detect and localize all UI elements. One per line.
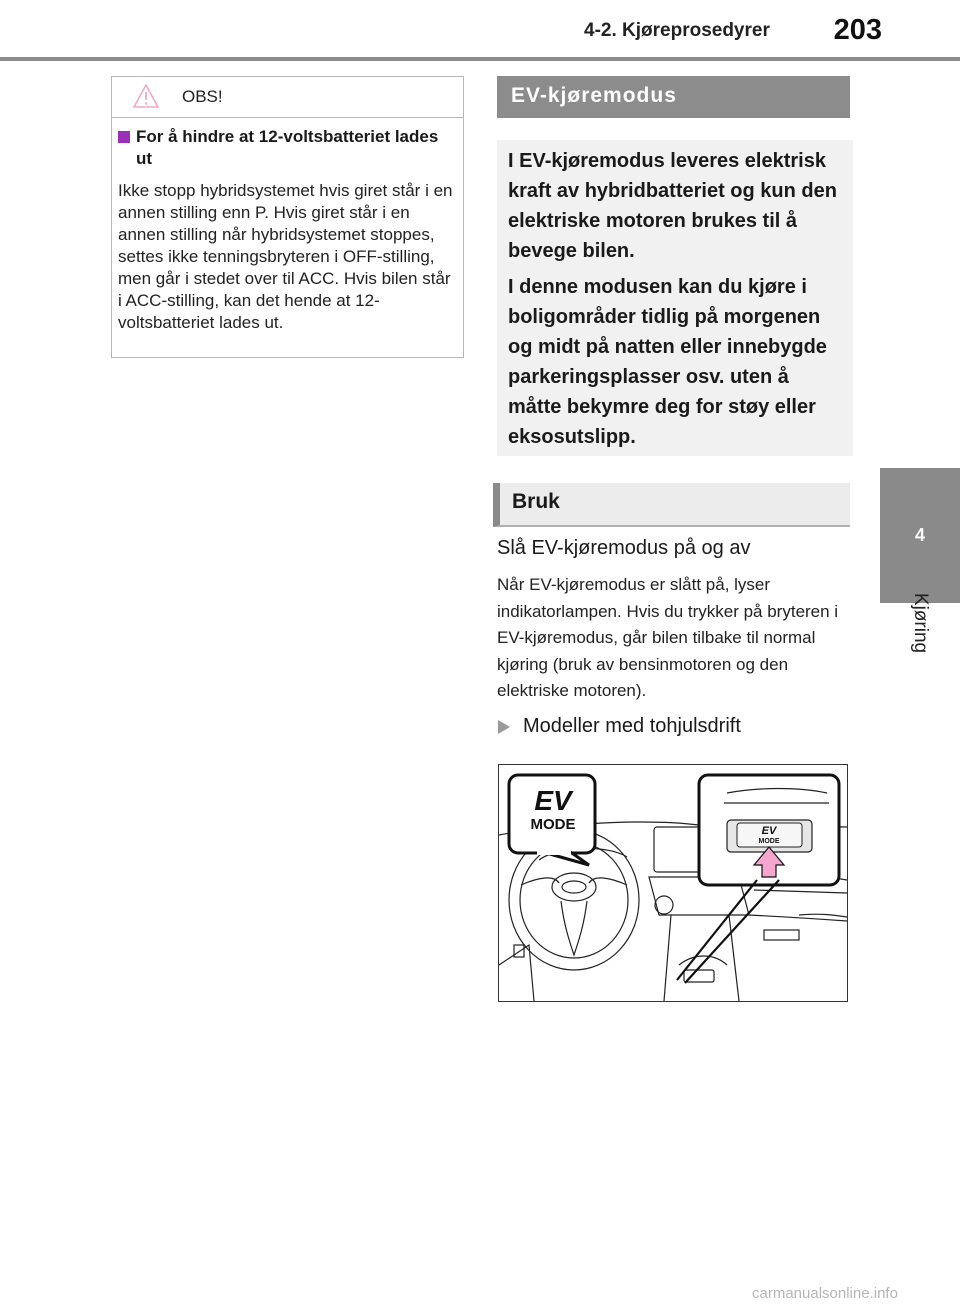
caution-subheading-text: For å hindre at 12-voltsbatteriet lades ut xyxy=(136,127,439,168)
usage-heading: Bruk xyxy=(493,483,850,527)
section-title: 4-2. Kjøreprosedyrer xyxy=(584,20,770,41)
small-ev-label: EV xyxy=(761,825,777,837)
chapter-label-text: Kjøring xyxy=(910,592,931,653)
triangle-pointer-icon xyxy=(497,719,511,735)
ev-mode-callout-small xyxy=(677,775,839,983)
ev-intro-paragraph-1: I EV-kjøremodus leveres elektrisk kraft av hybridbatteriet og kun den elektriske motoren brukes til å bevege bilen. xyxy=(508,150,837,262)
ev-intro-paragraph-2: I denne modusen kan du kjøre i boligområder tidlig på morgenen og midt på natten eller innebygde parkeringsplasser osv. uten å måtte bekymre deg for støy eller eksosutslipp. xyxy=(508,276,827,448)
usage-title: Slå EV-kjøremodus på og av xyxy=(497,537,751,559)
square-bullet-icon xyxy=(118,131,130,143)
large-ev-label: EV xyxy=(534,785,572,816)
caution-header xyxy=(112,77,463,118)
caution-box xyxy=(111,76,464,358)
large-mode-label: MODE xyxy=(530,816,576,833)
caution-body xyxy=(112,118,463,334)
chapter-label xyxy=(905,585,935,660)
dashboard-drawing xyxy=(499,765,847,1001)
model-item xyxy=(497,715,741,738)
chapter-tab xyxy=(880,468,960,603)
ev-intro-box xyxy=(497,140,853,456)
watermark: carmanualsonline.info xyxy=(752,1285,898,1302)
caution-subheading xyxy=(118,126,453,170)
ev-mode-button-illustration xyxy=(498,764,848,1002)
caution-title: OBS! xyxy=(182,87,223,106)
header-divider xyxy=(0,57,960,61)
ev-section-heading: EV-kjøremodus xyxy=(497,76,850,118)
usage-text: Når EV-kjøremodus er slått på, lyser indikatorlampen. Hvis du trykker på bryteren i EV-kjøremodus, går bilen tilbake til normal kjøring (bruk av bensinmotoren og den elektriske motoren). xyxy=(497,575,839,700)
page-number: 203 xyxy=(833,14,882,46)
small-mode-label: MODE xyxy=(758,838,780,845)
caution-text: Ikke stopp hybridsystemet hvis giret står i en annen stilling enn P. Hvis giret står i en annen stilling når hybridsystemet stoppes, settes ikke tenningsbryteren i OFF-stilling, men går i stedet over til ACC. Hvis bilen står i ACC-stilling, kan det hende at 12-voltsbatteriet lades ut. xyxy=(118,181,453,332)
warning-triangle-icon xyxy=(132,83,160,114)
model-label: Modeller med tohjulsdrift xyxy=(523,715,741,737)
chapter-number: 4 xyxy=(914,525,925,545)
